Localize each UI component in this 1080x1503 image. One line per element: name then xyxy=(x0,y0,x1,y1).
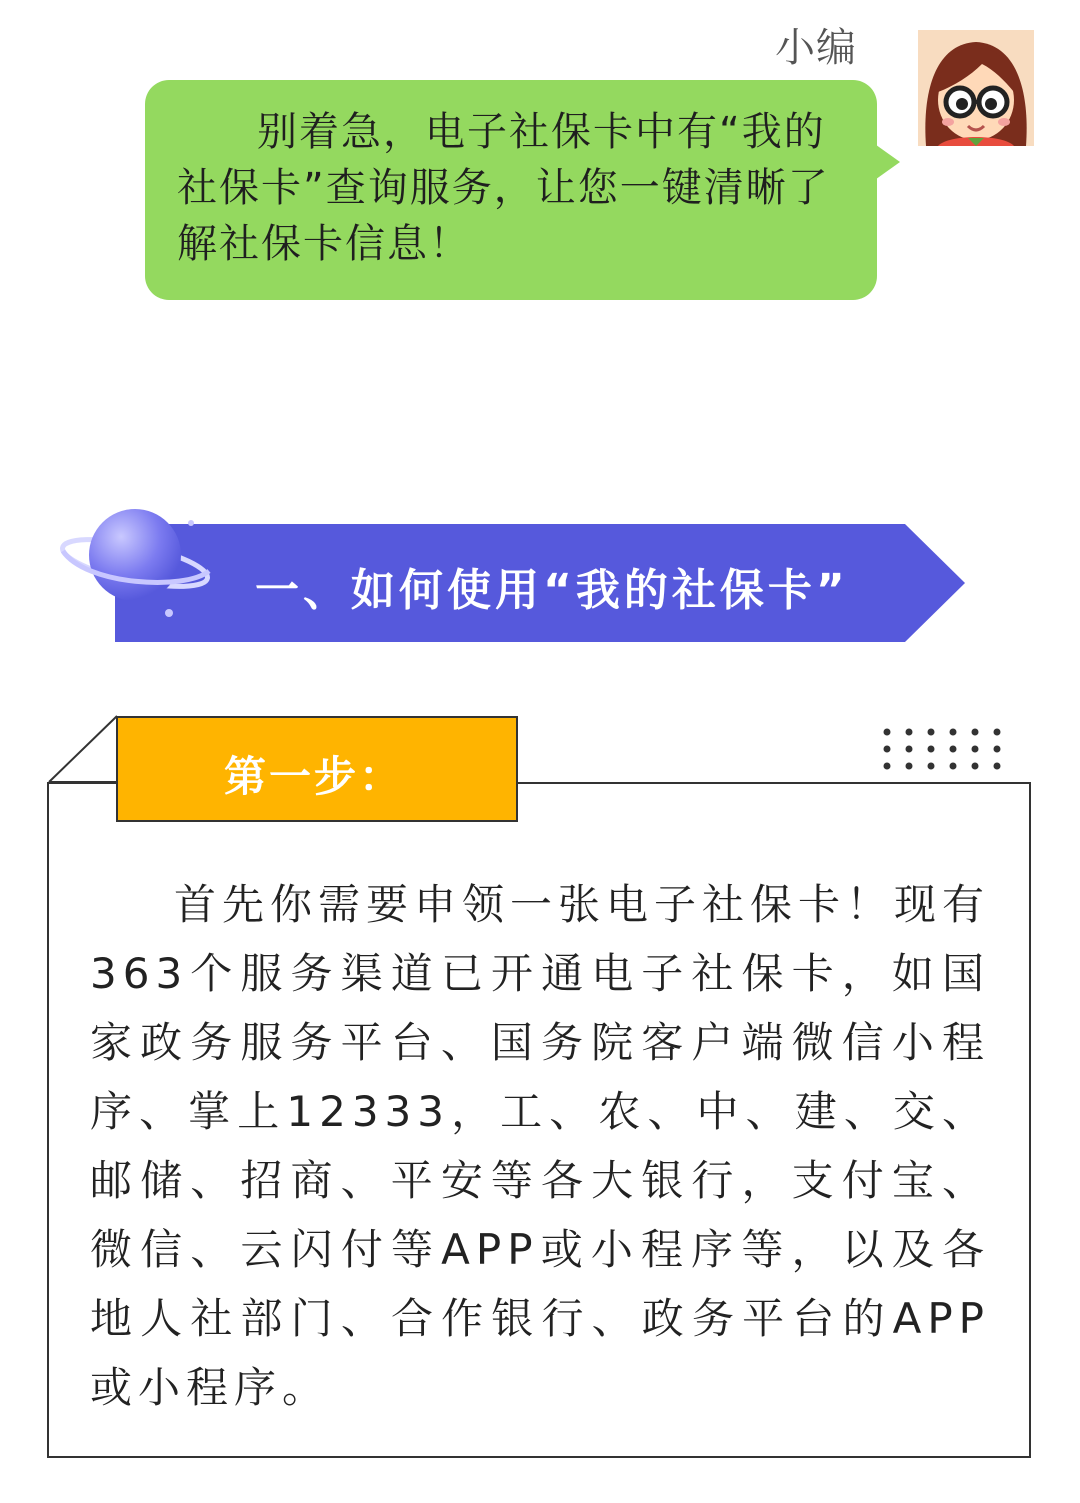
cartoon-girl-avatar-icon xyxy=(918,30,1034,146)
section-banner xyxy=(115,524,965,642)
step-label-box xyxy=(116,716,518,822)
planet-icon xyxy=(55,505,215,625)
chat-bubble xyxy=(145,80,877,300)
bubble-tail xyxy=(872,142,900,182)
step-corner-decoration xyxy=(47,714,119,784)
step-label: 第一步： xyxy=(224,752,405,801)
speaker-name: 小编 xyxy=(775,25,857,71)
step-description: 首先你需要申领一张电子社保卡！现有363个服务渠道已开通电子社保卡，如国家政务服务平台、国务院客户端微信小程序、掌上12333，工、农、中、建、交、邮储、招商、平安等各大银行，支付宝、微信、云闪付等APP或小程序等，以及各地人社部门、合作银行、政务平台的APP或小程序。 xyxy=(90,880,991,1412)
chat-message: 别着急，电子社保卡中有“我的社保卡”查询服务，让您一键清晰了解社保卡信息！ xyxy=(177,109,830,267)
section-title: 一、如何使用“我的社保卡” xyxy=(255,565,849,616)
dot-grid-icon xyxy=(882,727,1012,773)
